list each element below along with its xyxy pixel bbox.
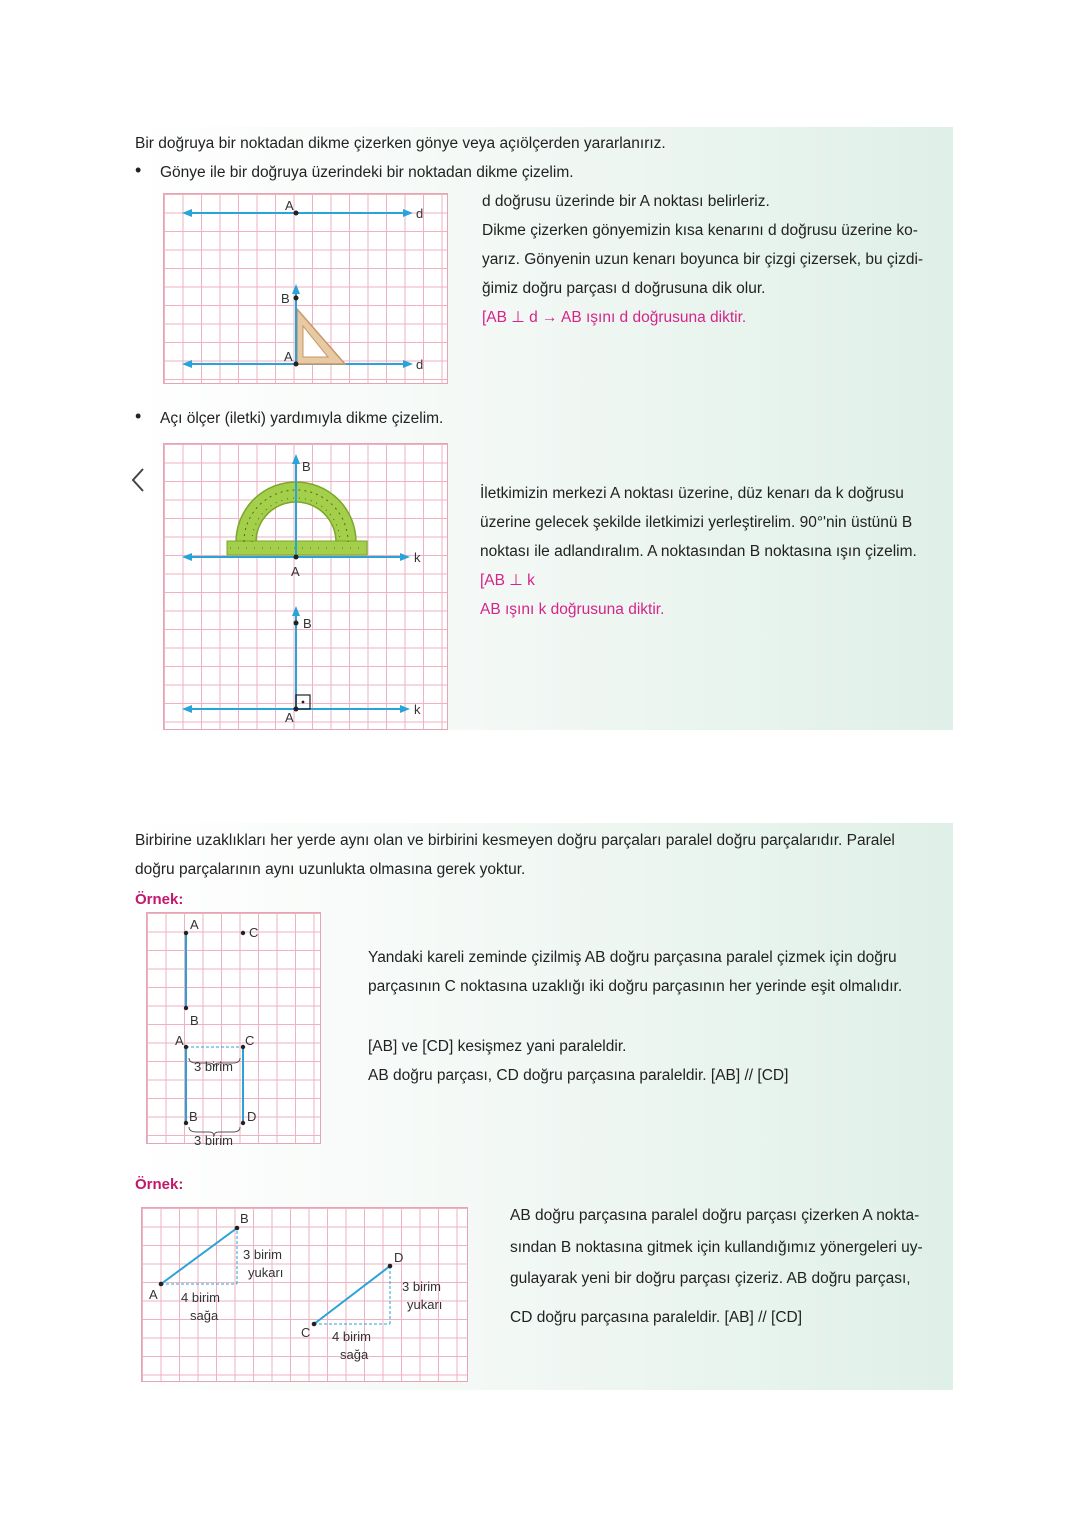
ex2-line4: CD doğru parçasına paraleldir. [AB] // [CD]	[510, 1309, 803, 1326]
label-right: sağa	[340, 1347, 369, 1362]
ex1-line4: AB doğru parçası, CD doğru parçasına paraleldir. [AB] // [CD]	[368, 1067, 789, 1084]
label-3-units: 3 birim	[194, 1059, 234, 1074]
label-4-units: 4 birim	[181, 1290, 221, 1305]
desc2-line2: üzerine gelecek şekilde iletkimizi yerleştirelim. 90°'nin üstünü B	[480, 514, 913, 531]
label-up: yukarı	[407, 1297, 443, 1312]
section2-intro-line2: doğru parçalarının aynı uzunlukta olmasına gerek yoktur.	[135, 861, 526, 878]
label-B: B	[281, 291, 290, 306]
grid-vertical-parallels	[146, 912, 321, 1148]
label-A: A	[285, 198, 294, 213]
section1-intro: Bir doğruya bir noktadan dikme çizerken gönye veya açıölçerden yararlanırız.	[135, 135, 666, 152]
bullet-dot: •	[135, 406, 142, 426]
label-B: B	[303, 616, 312, 631]
ex2-line3: gulayarak yeni bir doğru parçası çizeriz. AB doğru parçası,	[510, 1270, 911, 1287]
example-label-1: Örnek:	[135, 891, 184, 908]
protractor-figure	[164, 444, 447, 729]
label-B: B	[302, 459, 311, 474]
label-3-units: 3 birim	[243, 1247, 283, 1262]
ex1-line2: parçasının C noktasına uzaklığı iki doğru parçasının her yerinde eşit olmalıdır.	[368, 978, 903, 995]
label-d: d	[416, 357, 424, 372]
label-A: A	[149, 1287, 158, 1302]
grid-protractor	[163, 443, 448, 730]
label-D: D	[394, 1250, 404, 1265]
label-A: A	[175, 1033, 184, 1048]
label-up: yukarı	[248, 1265, 284, 1280]
label-k: k	[414, 702, 421, 717]
ex2-line2: sından B noktasına gitmek için kullandığımız yönergeleri uy-	[510, 1239, 923, 1256]
desc1-line3: yarız. Gönyenin uzun kenarı boyunca bir çizgi çizersek, bu çizdi-	[482, 251, 924, 268]
label-3-units: 3 birim	[194, 1133, 234, 1148]
bullet-dot: •	[135, 160, 142, 180]
desc2-line1: İletkimizin merkezi A noktası üzerine, düz kenarı da k doğrusu	[480, 485, 904, 502]
ex2-line1: AB doğru parçasına paralel doğru parçası çizerken A nokta-	[510, 1207, 920, 1224]
desc2-rule2: AB ışını k doğrusuna diktir.	[480, 601, 665, 618]
example-label-2: Örnek:	[135, 1176, 184, 1193]
label-C: C	[249, 925, 259, 940]
segment-AB	[161, 1228, 237, 1284]
label-A: A	[284, 349, 293, 364]
bullet1-text: Gönye ile bir doğruya üzerindeki bir noktadan dikme çizelim.	[160, 164, 574, 181]
label-A: A	[190, 917, 199, 932]
label-B: B	[240, 1211, 249, 1226]
grid-set-square	[163, 193, 448, 384]
vertical-parallels-figure	[147, 913, 320, 1148]
grid-diagonal-parallels	[141, 1207, 468, 1382]
desc2-line3: noktası ile adlandıralım. A noktasından B noktasına ışın çizelim.	[480, 543, 917, 560]
ex1-line1: Yandaki kareli zeminde çizilmiş AB doğru parçasına paralel çizmek için doğru	[368, 949, 897, 966]
label-right: sağa	[190, 1308, 219, 1323]
label-A: A	[291, 564, 300, 579]
label-B: B	[190, 1013, 199, 1028]
segment-CD	[314, 1266, 390, 1324]
desc1-line1: d doğrusu üzerinde bir A noktası belirleriz.	[482, 193, 770, 210]
desc1-line4: ğimiz doğru parçası d doğrusuna dik olur.	[482, 280, 766, 297]
desc2-rule1: [AB ⊥ k	[480, 572, 535, 589]
label-3-units: 3 birim	[402, 1279, 442, 1294]
desc1-line2: Dikme çizerken gönyemizin kısa kenarını d doğrusu üzerine ko-	[482, 222, 918, 239]
ex1-line3: [AB] ve [CD] kesişmez yani paraleldir.	[368, 1038, 627, 1055]
set-square-figure	[164, 194, 447, 383]
label-A: A	[285, 710, 294, 725]
label-C: C	[301, 1325, 311, 1340]
diagonal-parallels-figure	[142, 1208, 467, 1381]
label-C: C	[245, 1033, 255, 1048]
label-D: D	[247, 1109, 257, 1124]
desc1-rule: [AB ⊥ d → AB ışını d doğrusuna diktir.	[482, 309, 747, 326]
chevron-left-icon[interactable]	[128, 466, 150, 494]
label-4-units: 4 birim	[332, 1329, 372, 1344]
section2-intro-line1: Birbirine uzaklıkları her yerde aynı olan ve birbirini kesmeyen doğru parçaları paralel doğru parçalarıdır. Paralel	[135, 832, 895, 849]
bullet2-text: Açı ölçer (iletki) yardımıyla dikme çizelim.	[160, 410, 444, 427]
label-k: k	[414, 550, 421, 565]
label-d: d	[416, 206, 424, 221]
label-B: B	[189, 1109, 198, 1124]
